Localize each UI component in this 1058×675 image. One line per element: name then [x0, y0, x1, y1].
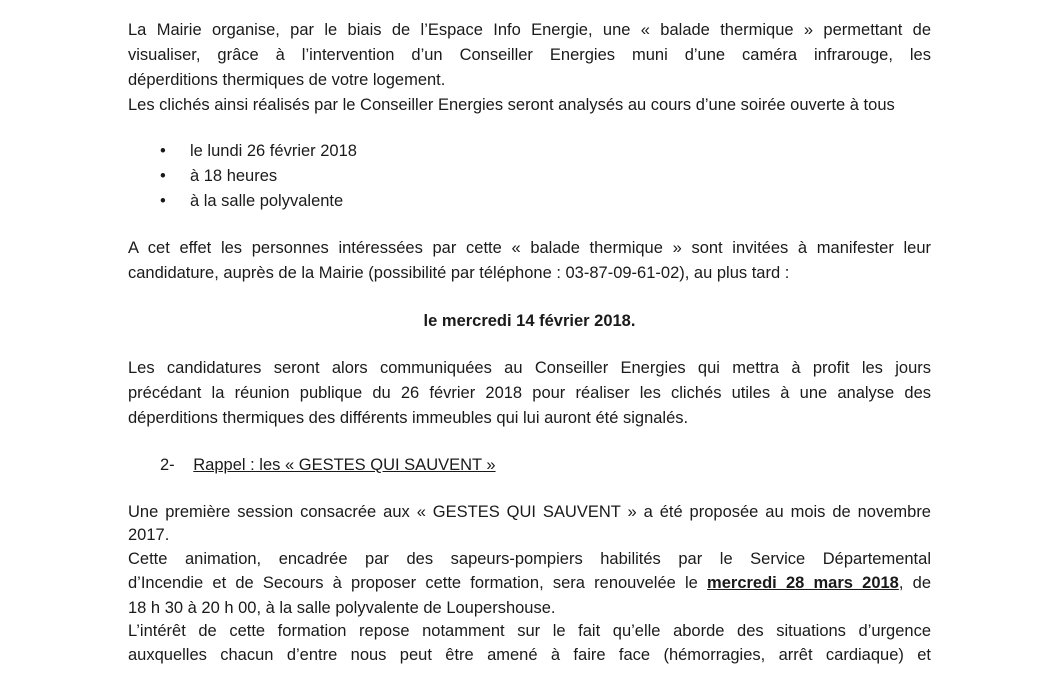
bullet-icon: •	[160, 142, 166, 160]
paragraph-line: La Mairie organise, par le biais de l’Espace Info Energie, une « balade thermique » permettant de	[128, 21, 931, 39]
paragraph-line: L’intérêt de cette formation repose notamment sur le fait qu’elle aborde des situations d’urgence	[128, 622, 931, 640]
paragraph-line: Les candidatures seront alors communiquées au Conseiller Energies qui mettra à profit les jours	[128, 359, 931, 377]
paragraph-line: Cette animation, encadrée par des sapeurs-pompiers habilités par le Service Départemental	[128, 550, 931, 568]
paragraph-line: 2017.	[128, 526, 170, 544]
text-run: , de	[898, 574, 931, 592]
paragraph-line: A cet effet les personnes intéressées par cette « balade thermique » sont invitées à manifester leur	[128, 239, 931, 257]
list-item-text: le lundi 26 février 2018	[190, 142, 357, 160]
deadline-date: le mercredi 14 février 2018.	[423, 312, 636, 330]
paragraph-line: visualiser, grâce à l’intervention d’un Conseiller Energies muni d’une caméra infrarouge, les	[128, 46, 931, 64]
paragraph-line: déperditions thermiques des différents immeubles qui lui auront été signalés.	[128, 409, 689, 427]
paragraph-line: Une première session consacrée aux « GESTES QUI SAUVENT » a été proposée au mois de novembre	[128, 503, 931, 521]
paragraph-line: 18 h 30 à 20 h 00, à la salle polyvalente de Loupershouse.	[128, 599, 556, 617]
list-item-text: à la salle polyvalente	[190, 192, 344, 210]
paragraph-line: précédant la réunion publique du 26 février 2018 pour réaliser les clichés utiles à une analyse des	[128, 384, 931, 402]
bullet-icon: •	[160, 192, 166, 210]
section-number: 2-	[160, 456, 175, 474]
paragraph-line: Les clichés ainsi réalisés par le Conseiller Energies seront analysés au cours d’une soirée ouverte à tous	[128, 96, 895, 114]
text-run: d’Incendie et de Secours à proposer cette formation, sera renouvelée le	[128, 574, 708, 592]
list-item-text: à 18 heures	[190, 167, 278, 185]
session-date: mercredi 28 mars 2018	[707, 574, 899, 592]
bullet-icon: •	[160, 167, 166, 185]
paragraph-line: déperditions thermiques de votre logement.	[128, 71, 446, 89]
section-heading	[160, 453, 496, 477]
paragraph-line: auxquelles chacun d’entre nous peut être amené à faire face (hémorragies, arrêt cardiaque) et	[128, 646, 931, 664]
paragraph-line: candidature, auprès de la Mairie (possibilité par téléphone : 03-87-09-61-02), au plus tard :	[128, 264, 790, 282]
section-title: Rappel : les « GESTES QUI SAUVENT »	[193, 456, 496, 474]
paragraph-line	[128, 571, 931, 595]
document-page	[128, 0, 931, 675]
